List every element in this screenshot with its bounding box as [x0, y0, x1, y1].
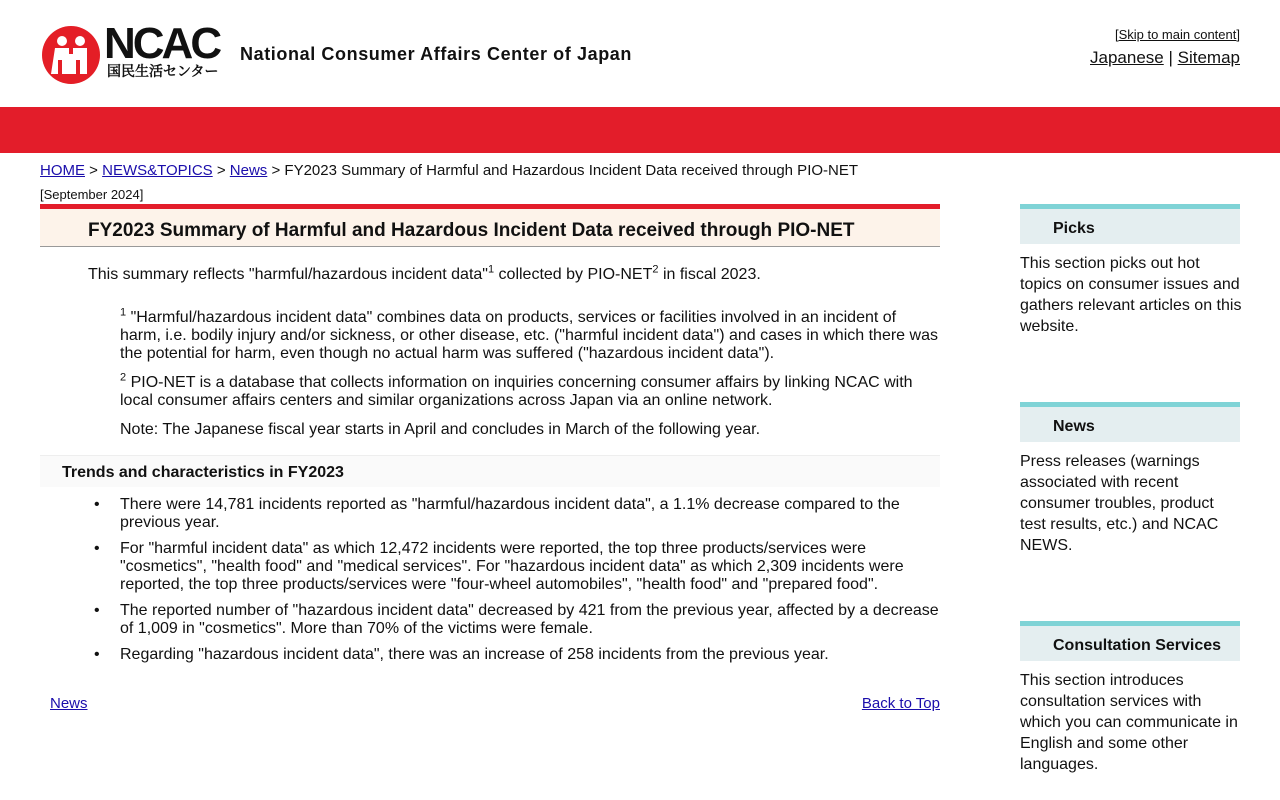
publish-date: [September 2024]	[40, 187, 144, 202]
sidebar-news-title: News	[1053, 418, 1095, 435]
sidebar-picks-heading[interactable]	[1020, 204, 1240, 244]
breadcrumb-current: FY2023 Summary of Harmful and Hazardous Incident Data received through PIO-NET	[284, 162, 859, 179]
sidebar-consultation-heading[interactable]	[1020, 621, 1240, 661]
footnote-number: 2	[120, 371, 127, 384]
breadcrumb-separator: >	[271, 162, 281, 179]
sitemap-link[interactable]: Sitemap	[1177, 48, 1240, 67]
intro-text: This summary reflects "harmful/hazardous incident data"	[88, 266, 488, 283]
list-item: • There were 14,781 incidents reported as "harmful/hazardous incident data", a 1.1% decrease compared to the previous year.	[120, 496, 940, 532]
sidebar-news-description: Press releases (warnings associated with recent consumer troubles, product test results, etc.) and NCAC NEWS.	[1020, 453, 1219, 554]
breadcrumb	[40, 162, 858, 179]
skip-link-wrapper: [Skip to main content]	[1114, 27, 1240, 42]
footnote-text: "Harmful/hazardous incident data" combines data on products, services or facilities involved in an incident of harm, i.e. bodily injury and/or sickness, or other disease, etc. ("harmful incident data") and cases in which there was the potential for harm, even though no actual harm was suffered ("hazardous incident data").	[120, 309, 938, 362]
sidebar-news-heading[interactable]	[1020, 402, 1240, 442]
intro-text: collected by PIO-NET	[494, 266, 653, 283]
breadcrumb-home[interactable]: HOME	[40, 162, 85, 179]
footnote-ref-2: 2	[652, 263, 659, 276]
sidebar-consultation-title: Consultation Services	[1053, 637, 1222, 654]
footnote-text: PIO-NET is a database that collects information on inquiries concerning consumer affairs by linking NCAC with local consumer affairs centers and similar organizations across Japan via an online network.	[120, 374, 913, 409]
footer-news-link[interactable]: News	[50, 695, 88, 712]
sidebar-consultation-description: This section introduces consultation services with which you can communicate in English and some other languages.	[1020, 672, 1238, 773]
logo-wordmark: NCAC	[104, 19, 220, 68]
sidebar-picks-title: Picks	[1053, 220, 1095, 237]
list-item: • For "harmful incident data" as which 12,472 incidents were reported, the top three products/services were "cosmetics", "health food" and "medical services". For "hazardous incident data" as which 2,309 incidents were reported, the top three products/services were "four-wheel automobiles", "health food" and "prepared food".	[120, 540, 940, 594]
breadcrumb-separator: >	[216, 162, 226, 179]
fiscal-year-note: Note: The Japanese fiscal year starts in April and concludes in March of the following year.	[120, 421, 761, 438]
logo-people-icon	[42, 26, 100, 84]
article-title-box	[40, 204, 940, 247]
header-link-separator: |	[1168, 48, 1173, 67]
header-red-bar	[0, 107, 1280, 153]
list-item: • Regarding "hazardous incident data", there was an increase of 258 incidents from the previous year.	[120, 646, 940, 664]
footnote-ref-1: 1	[487, 263, 495, 276]
footnote-1	[120, 306, 940, 363]
site-tagline: National Consumer Affairs Center of Japan	[240, 44, 632, 64]
page-title: FY2023 Summary of Harmful and Hazardous Incident Data received through PIO-NET	[88, 220, 855, 241]
intro-text: in fiscal 2023.	[658, 266, 761, 283]
breadcrumb-news-topics[interactable]: NEWS&TOPICS	[102, 162, 213, 179]
breadcrumb-separator: >	[89, 162, 98, 179]
list-item: • The reported number of "hazardous incident data" decreased by 421 from the previous year, affected by a decrease of 1,009 in "cosmetics". More than 70% of the victims were female.	[120, 602, 940, 638]
trends-list	[120, 496, 940, 672]
japanese-link[interactable]: Japanese	[1090, 48, 1164, 67]
section-heading	[40, 455, 940, 487]
article-intro	[88, 263, 761, 284]
footnote-2	[120, 371, 940, 410]
header-links	[1090, 48, 1240, 68]
section-title: Trends and characteristics in FY2023	[62, 464, 344, 481]
logo-japanese-name: 国民生活センター	[107, 64, 219, 80]
footnote-number: 1	[120, 306, 127, 319]
back-to-top-link[interactable]: Back to Top	[861, 695, 940, 712]
breadcrumb-news[interactable]: News	[229, 162, 268, 179]
site-header	[0, 0, 1280, 107]
skip-to-main-link[interactable]: Skip to main content	[1118, 27, 1237, 42]
sidebar-picks-description: This section picks out hot topics on consumer issues and gathers relevant articles on this website.	[1020, 255, 1242, 335]
ncac-logo[interactable]	[40, 19, 230, 86]
